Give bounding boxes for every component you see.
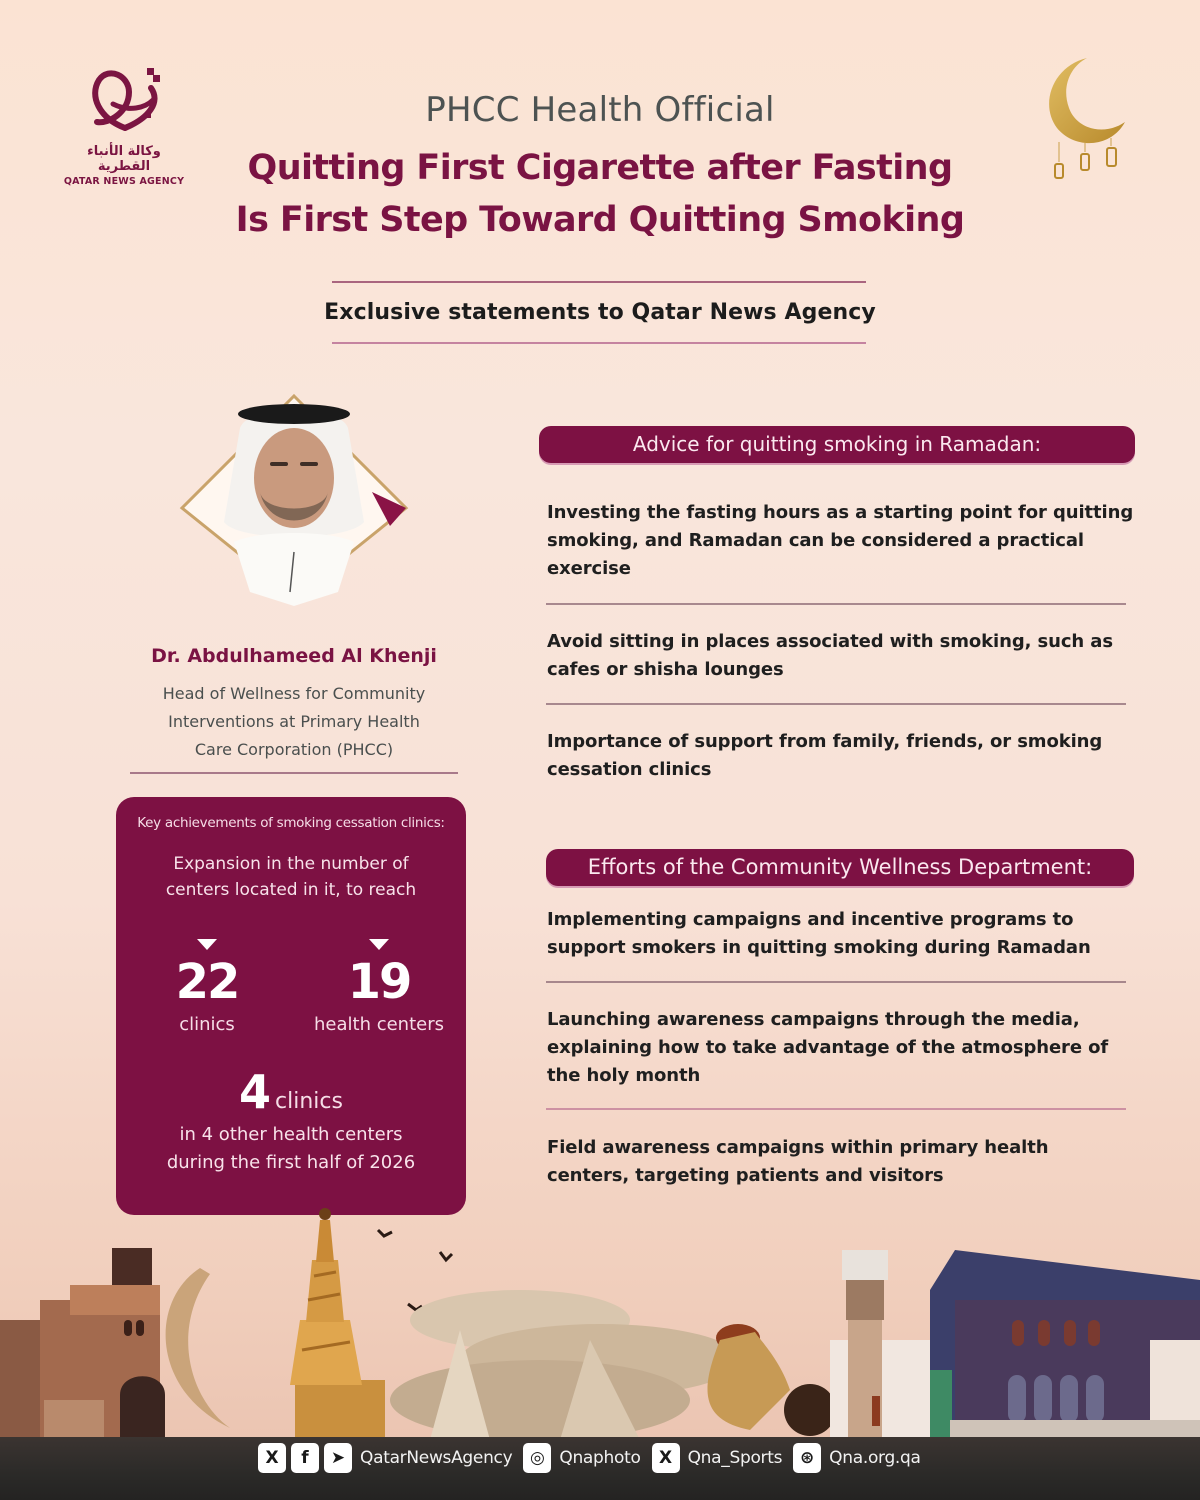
advice-item-line: cafes or shisha lounges	[547, 659, 784, 680]
stat-clinics	[122, 939, 292, 1035]
achievements-heading: Key achievements of smoking cessation clinics:	[137, 815, 445, 831]
efforts-item	[547, 906, 1137, 962]
efforts-divider	[546, 981, 1126, 983]
advice-divider	[546, 603, 1126, 605]
efforts-divider	[546, 1108, 1126, 1110]
agal	[238, 404, 350, 424]
efforts-item-line: explaining how to take advantage of the atmosphere of	[547, 1037, 1109, 1058]
official-portrait	[178, 392, 410, 612]
achievements-panel	[116, 797, 466, 1215]
efforts-item-line: the holy month	[547, 1065, 701, 1086]
official-role	[118, 680, 470, 764]
future-line: in 4 other health centers	[179, 1124, 403, 1145]
stat-health-centers	[294, 939, 464, 1035]
advice-item-line: Investing the fasting hours as a starting point for quitting	[547, 502, 1134, 523]
efforts-item-line: centers, targeting patients and visitors	[547, 1165, 944, 1186]
efforts-heading: Efforts of the Community Wellness Department:	[546, 849, 1134, 886]
headline-line-1: Quitting First Cigarette after Fasting	[247, 148, 953, 188]
advice-item	[547, 499, 1137, 583]
x-icon[interactable]: X	[652, 1443, 680, 1473]
advice-item-line: smoking, and Ramadan can be considered a practical	[547, 530, 1084, 551]
official-role-line: Head of Wellness for Community	[162, 684, 426, 703]
facebook-icon[interactable]: f	[291, 1443, 319, 1473]
expansion-line: centers located in it, to reach	[165, 880, 417, 900]
down-triangle-icon	[197, 939, 217, 950]
efforts-item-line: support smokers in quitting smoking during Ramadan	[547, 937, 1091, 958]
future-value: 4	[239, 1065, 272, 1119]
official-role-line: Care Corporation (PHCC)	[194, 740, 394, 759]
subtitle-top-divider	[332, 281, 866, 283]
advice-item-line: Avoid sitting in places associated with smoking, such as	[547, 631, 1113, 652]
future-unit: clinics	[275, 1089, 343, 1114]
stat-value: 22	[175, 954, 239, 1010]
efforts-item	[547, 1006, 1137, 1090]
globe-icon[interactable]: ⊛	[793, 1443, 821, 1473]
subtitle: Exclusive statements to Qatar News Agency	[324, 300, 876, 325]
expansion-line: Expansion in the number of	[173, 854, 409, 874]
stat-label: health centers	[314, 1014, 444, 1035]
official-divider	[130, 772, 458, 774]
expansion-text	[116, 851, 466, 903]
instagram-icon[interactable]: ◎	[523, 1443, 551, 1473]
logo-arabic-text: وكالة الأنباء القطرية	[87, 144, 161, 174]
efforts-item-line: Field awareness campaigns within primary health	[547, 1137, 1049, 1158]
website-link[interactable]: Qna.org.qa	[829, 1448, 921, 1468]
advice-divider	[546, 703, 1126, 705]
handle-main-link[interactable]: QatarNewsAgency	[360, 1448, 513, 1468]
advice-item-line: cessation clinics	[547, 759, 712, 780]
subtitle-bottom-divider	[332, 342, 866, 344]
advice-item	[547, 628, 1137, 684]
handle-sports-link[interactable]: Qna_Sports	[687, 1448, 783, 1468]
social-links	[258, 1441, 927, 1475]
advice-heading: Advice for quitting smoking in Ramadan:	[539, 426, 1135, 463]
down-triangle-icon	[369, 939, 389, 950]
telegram-icon[interactable]: ➤	[324, 1443, 352, 1473]
efforts-item-line: Launching awareness campaigns through the media,	[547, 1009, 1080, 1030]
x-icon[interactable]: X	[258, 1443, 286, 1473]
future-line: during the first half of 2026	[166, 1152, 416, 1173]
efforts-item	[547, 1134, 1137, 1190]
advice-item-line: exercise	[547, 558, 631, 579]
future-description	[116, 1121, 466, 1177]
advice-item-line: Importance of support from family, friends, or smoking	[547, 731, 1103, 752]
stat-label: clinics	[179, 1014, 235, 1035]
advice-item	[547, 728, 1137, 784]
official-role-line: Interventions at Primary Health	[168, 712, 420, 731]
stat-value: 19	[347, 954, 411, 1010]
logo-english-text: QATAR NEWS AGENCY	[63, 176, 185, 187]
kicker-title: PHCC Health Official	[425, 90, 775, 130]
efforts-item-line: Implementing campaigns and incentive programs to	[547, 909, 1074, 930]
future-clinics-stat	[116, 1065, 466, 1119]
official-name: Dr. Abdulhameed Al Khenji	[151, 645, 437, 667]
headline-line-2: Is First Step Toward Quitting Smoking	[235, 200, 965, 240]
handle-photo-link[interactable]: Qnaphoto	[559, 1448, 641, 1468]
doha-skyline-illustration	[0, 1190, 1200, 1440]
